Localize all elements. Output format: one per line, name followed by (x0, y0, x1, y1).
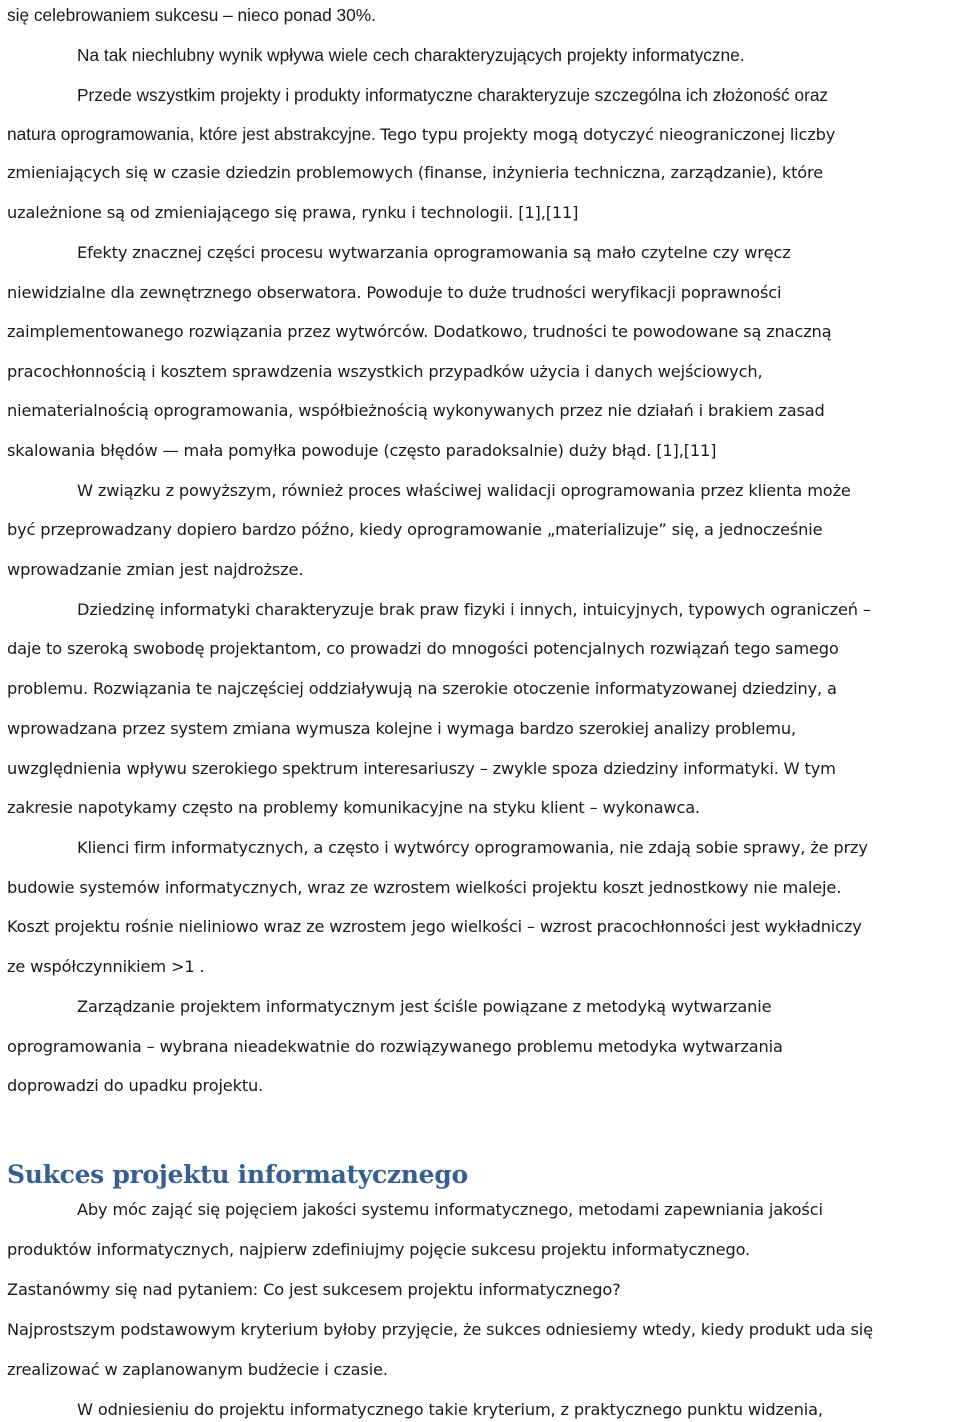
text-line: Zarządzanie projektem informatycznym jest ściśle powiązane z metodyką wytwarzanie (77, 997, 772, 1016)
text-line: W odniesieniu do projektu informatycznego takie kryterium, z praktycznego punktu widzenia, (77, 1400, 823, 1419)
text-line: oprogramowania – wybrana nieadekwatnie do rozwiązywanego problemu metodyka wytwarzania (7, 1037, 783, 1056)
text-line: W związku z powyższym, również proces właściwej walidacji oprogramowania przez klienta może (77, 481, 851, 500)
text-line: produktów informatycznych, najpierw zdefiniujmy pojęcie sukcesu projektu informatycznego. (7, 1240, 751, 1259)
text-line: się celebrowaniem sukcesu – nieco ponad 30%. (7, 5, 376, 25)
text-line: Aby móc zająć się pojęciem jakości systemu informatycznego, metodami zapewniania jakości (77, 1200, 823, 1219)
text-line: daje to szeroką swobodę projektantom, co prowadzi do mnogości potencjalnych rozwiązań tego samego (7, 639, 839, 658)
text-line-mixed (7, 122, 835, 147)
text-line: niematerialnością oprogramowania, współbieżnością wykonywanych przez nie działań i brakiem zasad (7, 401, 825, 420)
text-line: zaimplementowanego rozwiązania przez wytwórców. Dodatkowo, trudności te powodowane są znaczną (7, 322, 832, 341)
text-line: Koszt projektu rośnie nieliniowo wraz ze wzrostem jego wielkości – wzrost pracochłonności jest wykładniczy (7, 917, 862, 936)
text-line: Dziedzinę informatyki charakteryzuje brak praw fizyki i innych, intuicyjnych, typowych ograniczeń – (77, 600, 871, 619)
text-span: natura oprogramowania, które jest abstrakcyjne. (7, 124, 376, 144)
text-line: zakresie napotykamy często na problemy komunikacyjne na styku klient – wykonawca. (7, 798, 700, 817)
section-heading: Sukces projektu informatycznego (7, 1160, 468, 1189)
text-line: budowie systemów informatycznych, wraz ze wzrostem wielkości projektu koszt jednostkowy nie maleje. (7, 878, 842, 897)
text-line: pracochłonnością i kosztem sprawdzenia wszystkich przypadków użycia i danych wejściowych, (7, 362, 763, 381)
text-line: Zastanówmy się nad pytaniem: Co jest sukcesem projektu informatycznego? (7, 1280, 621, 1299)
text-line: problemu. Rozwiązania te najczęściej oddziaływują na szerokie otoczenie informatyzowanej dziedziny, a (7, 679, 837, 698)
text-line: wprowadzana przez system zmiana wymusza kolejne i wymaga bardzo szerokiej analizy problemu, (7, 719, 796, 738)
text-line: skalowania błędów — mała pomyłka powoduje (często paradoksalnie) duży błąd. [1],[11] (7, 441, 717, 460)
text-line: zrealizować w zaplanowanym budżecie i czasie. (7, 1360, 388, 1379)
text-line: Na tak niechlubny wynik wpływa wiele cech charakteryzujących projekty informatyczne. (77, 45, 745, 65)
text-line: Przede wszystkim projekty i produkty informatyczne charakteryzuje szczególna ich złożoność oraz (77, 85, 829, 105)
text-line: Najprostszym podstawowym kryterium byłoby przyjęcie, że sukces odniesiemy wtedy, kiedy produkt uda się (7, 1320, 873, 1339)
text-line: Efekty znacznej części procesu wytwarzania oprogramowania są mało czytelne czy wręcz (77, 243, 791, 262)
text-line: ze współczynnikiem >1 . (7, 957, 205, 976)
text-line: zmieniających się w czasie dziedzin problemowych (finanse, inżynieria techniczna, zarządzanie), które (7, 163, 824, 182)
text-line: doprowadzi do upadku projektu. (7, 1076, 264, 1095)
text-line: uwzględnienia wpływu szerokiego spektrum interesariuszy – zwykle spoza dziedziny informatyki. W tym (7, 759, 836, 778)
text-span: Tego typu projekty mogą dotyczyć nieograniczonej liczby (380, 125, 836, 144)
text-line: Klienci firm informatycznych, a często i wytwórcy oprogramowania, nie zdają sobie sprawy, że przy (77, 838, 868, 857)
text-line: być przeprowadzany dopiero bardzo późno, kiedy oprogramowanie „materializuje” się, a jednocześnie (7, 520, 823, 539)
text-line: niewidzialne dla zewnętrznego obserwatora. Powoduje to duże trudności weryfikacji poprawności (7, 283, 782, 302)
text-line: uzależnione są od zmieniającego się prawa, rynku i technologii. [1],[11] (7, 203, 579, 222)
text-line: wprowadzanie zmian jest najdroższe. (7, 560, 304, 579)
